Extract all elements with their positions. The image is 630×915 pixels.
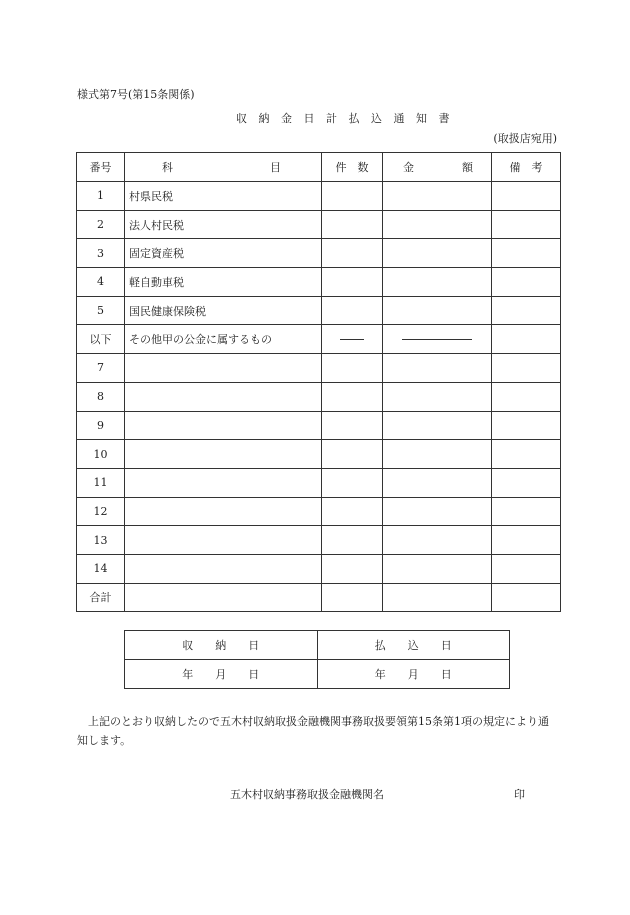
table-row [77, 526, 561, 555]
row-remarks-cell[interactable] [492, 210, 561, 239]
row-count-cell[interactable] [322, 468, 383, 497]
row-remarks-cell[interactable] [492, 468, 561, 497]
row-item [125, 296, 322, 325]
header-amount [383, 153, 492, 182]
receipt-date-field[interactable]: 年 月 日 [125, 660, 318, 689]
row-amount-cell[interactable] [383, 239, 492, 268]
row-count-cell[interactable] [322, 296, 383, 325]
row-amount-cell[interactable] [383, 497, 492, 526]
table-row [77, 325, 561, 354]
row-item-text [125, 534, 129, 547]
collection-table [76, 152, 561, 612]
seal-mark: 印 [514, 788, 525, 801]
row-number: 1 [77, 182, 125, 211]
row-item-text [125, 419, 129, 432]
row-number: 2 [77, 210, 125, 239]
row-remarks-cell[interactable] [492, 325, 561, 354]
row-number: 7 [77, 354, 125, 383]
row-remarks-cell[interactable] [492, 296, 561, 325]
total-count-cell[interactable] [322, 583, 383, 612]
row-item-text: その他甲の公金に属するもの [129, 333, 272, 347]
row-item-text [125, 562, 129, 575]
table-row [77, 411, 561, 440]
row-item-text [125, 505, 129, 518]
header-item-left: 科 [162, 161, 173, 174]
row-number: 8 [77, 382, 125, 411]
row-amount-cell[interactable] [383, 468, 492, 497]
row-item [125, 325, 322, 354]
row-count-cell[interactable] [322, 239, 383, 268]
row-amount-cell[interactable] [383, 296, 492, 325]
recipient-note: (取扱店宛用) [493, 132, 557, 145]
row-amount-cell[interactable] [383, 526, 492, 555]
row-number: 14 [77, 554, 125, 583]
dash-line [340, 339, 364, 340]
table-row [77, 239, 561, 268]
header-no: 番号 [77, 153, 125, 182]
row-item-cell[interactable] [125, 411, 322, 440]
row-remarks-cell[interactable] [492, 268, 561, 297]
row-amount-cell[interactable] [383, 440, 492, 469]
row-count-cell[interactable] [322, 182, 383, 211]
row-item-text [125, 591, 129, 604]
table-row [77, 268, 561, 297]
row-remarks-cell[interactable] [492, 411, 561, 440]
form-number: 様式第7号(第15条関係) [77, 88, 195, 101]
total-remarks-cell[interactable] [492, 583, 561, 612]
row-remarks-cell[interactable] [492, 382, 561, 411]
row-amount-cell[interactable] [383, 411, 492, 440]
row-number: 5 [77, 296, 125, 325]
row-count-cell[interactable] [322, 354, 383, 383]
row-item-cell[interactable] [125, 497, 322, 526]
header-remarks: 備 考 [492, 153, 561, 182]
table-header-row [77, 153, 561, 182]
amount-dash [383, 325, 492, 354]
count-dash [322, 325, 383, 354]
header-item [125, 153, 322, 182]
row-item-text [125, 390, 129, 403]
table-row [77, 382, 561, 411]
row-number: 4 [77, 268, 125, 297]
institution-label: 五木村収納事務取扱金融機関名 [230, 788, 384, 801]
row-remarks-cell[interactable] [492, 354, 561, 383]
row-count-cell[interactable] [322, 411, 383, 440]
row-number: 13 [77, 526, 125, 555]
table-row [77, 210, 561, 239]
row-number: 10 [77, 440, 125, 469]
table-row [77, 497, 561, 526]
row-item [125, 268, 322, 297]
row-item [125, 239, 322, 268]
total-item-cell[interactable] [125, 583, 322, 612]
total-label: 合計 [77, 583, 125, 612]
header-item-right: 目 [270, 161, 281, 174]
document-title: 収 納 金 日 計 払 込 通 知 書 [236, 112, 454, 125]
row-number: 11 [77, 468, 125, 497]
row-item-cell[interactable] [125, 382, 322, 411]
row-number: 以下 [77, 325, 125, 354]
row-remarks-cell[interactable] [492, 239, 561, 268]
payment-date-label: 払 込 日 [317, 631, 510, 660]
row-item-cell[interactable] [125, 554, 322, 583]
header-amount-right: 額 [462, 161, 473, 174]
row-number: 3 [77, 239, 125, 268]
row-amount-cell[interactable] [383, 382, 492, 411]
row-amount-cell[interactable] [383, 354, 492, 383]
row-item-cell[interactable] [125, 354, 322, 383]
payment-date-field[interactable]: 年 月 日 [317, 660, 510, 689]
row-item-text: 軽自動車税 [129, 275, 184, 289]
notice-text: 上記のとおり収納したので五木村収納取扱金融機関事務取扱要領第15条第1項の規定により通知します。 [77, 715, 549, 747]
row-count-cell[interactable] [322, 210, 383, 239]
row-remarks-cell[interactable] [492, 526, 561, 555]
receipt-date-label: 収 納 日 [125, 631, 318, 660]
row-remarks-cell[interactable] [492, 554, 561, 583]
dates-label-row [125, 631, 510, 660]
row-count-cell[interactable] [322, 554, 383, 583]
row-count-cell[interactable] [322, 440, 383, 469]
table-row [77, 182, 561, 211]
row-amount-cell[interactable] [383, 268, 492, 297]
row-item-text: 固定資産税 [129, 247, 184, 261]
row-remarks-cell[interactable] [492, 440, 561, 469]
dates-table [124, 630, 510, 689]
table-row [77, 468, 561, 497]
row-number: 9 [77, 411, 125, 440]
row-amount-cell[interactable] [383, 554, 492, 583]
row-remarks-cell[interactable] [492, 497, 561, 526]
row-count-cell[interactable] [322, 382, 383, 411]
row-amount-cell[interactable] [383, 182, 492, 211]
table-total-row [77, 583, 561, 612]
row-item-cell[interactable] [125, 440, 322, 469]
total-amount-cell[interactable] [383, 583, 492, 612]
row-amount-cell[interactable] [383, 210, 492, 239]
row-item-text [125, 476, 129, 489]
row-item [125, 210, 322, 239]
table-row [77, 554, 561, 583]
row-item-text: 法人村民税 [129, 218, 184, 232]
row-item-cell[interactable] [125, 468, 322, 497]
dates-value-row [125, 660, 510, 689]
table-row [77, 296, 561, 325]
row-item [125, 182, 322, 211]
row-count-cell[interactable] [322, 497, 383, 526]
row-item-text [125, 448, 129, 461]
row-remarks-cell[interactable] [492, 182, 561, 211]
row-count-cell[interactable] [322, 526, 383, 555]
row-item-cell[interactable] [125, 526, 322, 555]
row-item-text [125, 361, 129, 374]
header-count: 件 数 [322, 153, 383, 182]
table-row [77, 440, 561, 469]
row-item-text: 村県民税 [129, 189, 173, 203]
row-count-cell[interactable] [322, 268, 383, 297]
table-row [77, 354, 561, 383]
row-item-text: 国民健康保険税 [129, 304, 206, 318]
row-number: 12 [77, 497, 125, 526]
dash-line [402, 339, 472, 340]
header-amount-left: 金 [403, 161, 414, 174]
